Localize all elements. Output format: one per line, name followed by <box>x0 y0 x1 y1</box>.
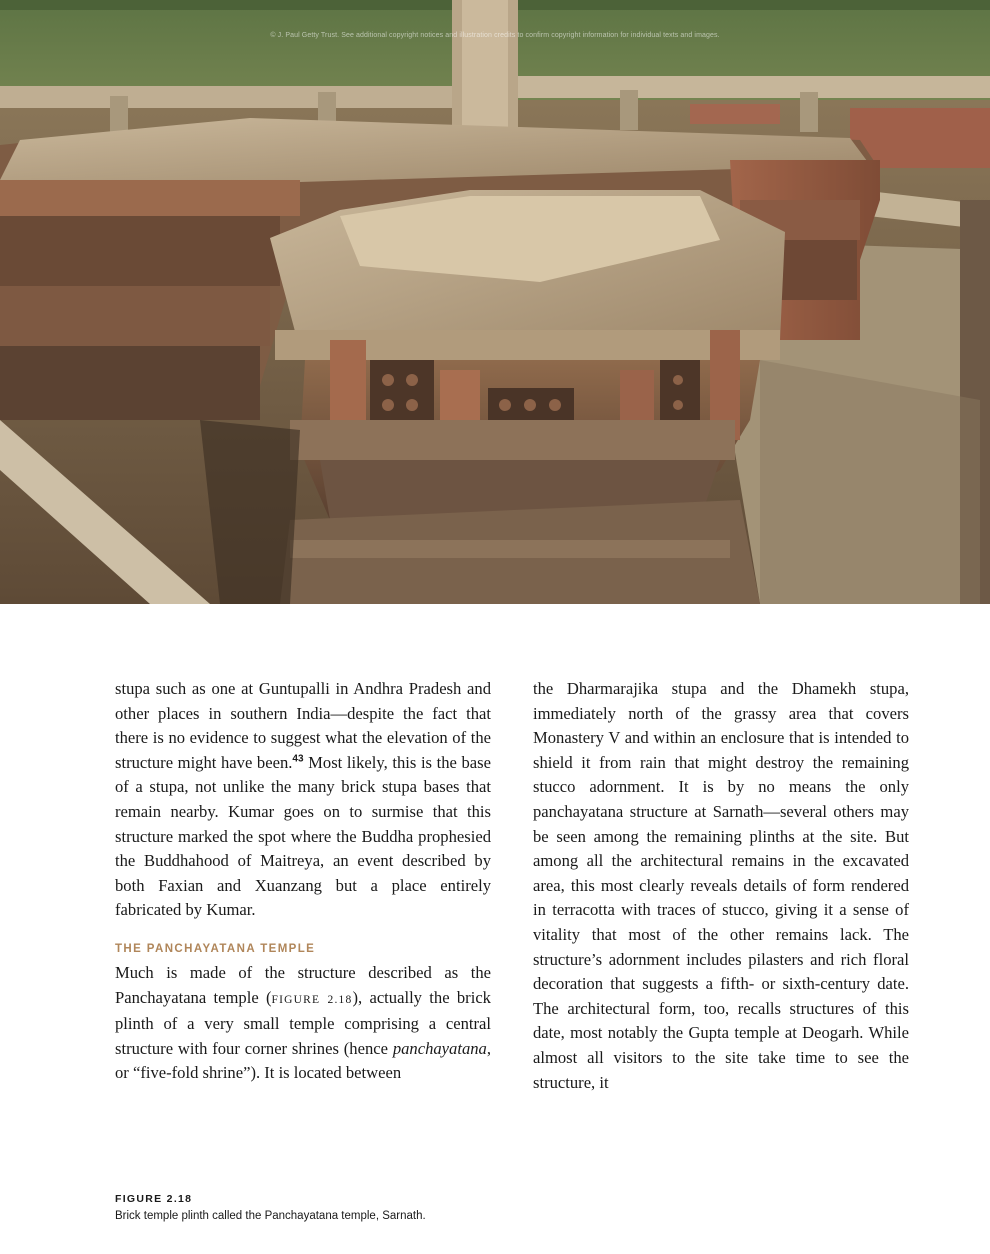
left-text-column <box>115 677 491 1086</box>
paragraph-text-continued: Most likely, this is the base of a stupa, not unlike the many brick stupa bases that remain nearby. Kumar goes on to surmise that this structure marked the spot where the Buddha prophesied the Buddhahood of Maitreya, an event described by both Faxian and Xuanzang but a place entirely fabricated by Kumar. <box>115 752 491 920</box>
paragraph-text: stupa such as one at Guntupalli in Andhra Pradesh and other places in southern India—despite the fact that there is no evidence to suggest what the elevation of the structure might have been. <box>115 679 491 772</box>
temple-photograph <box>0 0 990 604</box>
footnote-reference[interactable]: 43 <box>292 753 304 765</box>
paragraph-location: the Dharmarajika stupa and the Dhamekh stupa, immediately north of the grassy area that covers Monastery V and within an enclosure that is intended to shield it from rain that might destroy the remaining stucco adornment. It is by no means the only panchayatana structure at Sarnath—several others may be seen among the remaining plinths at the site. But among all the architectural remains in the excavated area, this most clearly reveals details of form rendered in terracotta with traces of stucco, giving it a sense of vitality that most of the other remains lack. The structure’s adornment includes pilasters and rich floral decoration that suggests a fifth- or sixth-century date. The architectural form, too, recalls structures of this date, most notably the Gupta temple at Deogarh. While almost all visitors to the site take time to see the structure, it <box>533 679 909 1092</box>
figure-caption <box>115 1191 426 1225</box>
paragraph-text: Much is made of the structure described as the Panchayatana temple ( <box>115 962 491 1007</box>
paragraph-stupa-base <box>115 677 491 923</box>
caption-label: FIGURE 2.18 <box>115 1193 193 1205</box>
paragraph-text: ), actually the brick plinth of a very small temple comprising a central structure with four corner shrines (hence <box>115 987 491 1058</box>
temple-photo-illustration <box>0 0 990 604</box>
paragraph-panchayatana <box>115 961 491 1086</box>
section-heading: THE PANCHAYATANA TEMPLE <box>115 942 316 955</box>
figure-reference[interactable]: FIGURE 2.18 <box>271 993 353 1006</box>
right-text-column <box>533 677 909 1095</box>
paragraph-text: , or “five-fold shrine”). It is located between <box>115 1038 491 1083</box>
caption-text: Brick temple plinth called the Panchayatana temple, Sarnath. <box>115 1210 426 1222</box>
copyright-notice: © J. Paul Getty Trust. See additional copyright notices and illustration credits to confirm copyright information for individual texts and images. <box>270 32 720 39</box>
italic-term: panchayatana <box>392 1038 487 1058</box>
